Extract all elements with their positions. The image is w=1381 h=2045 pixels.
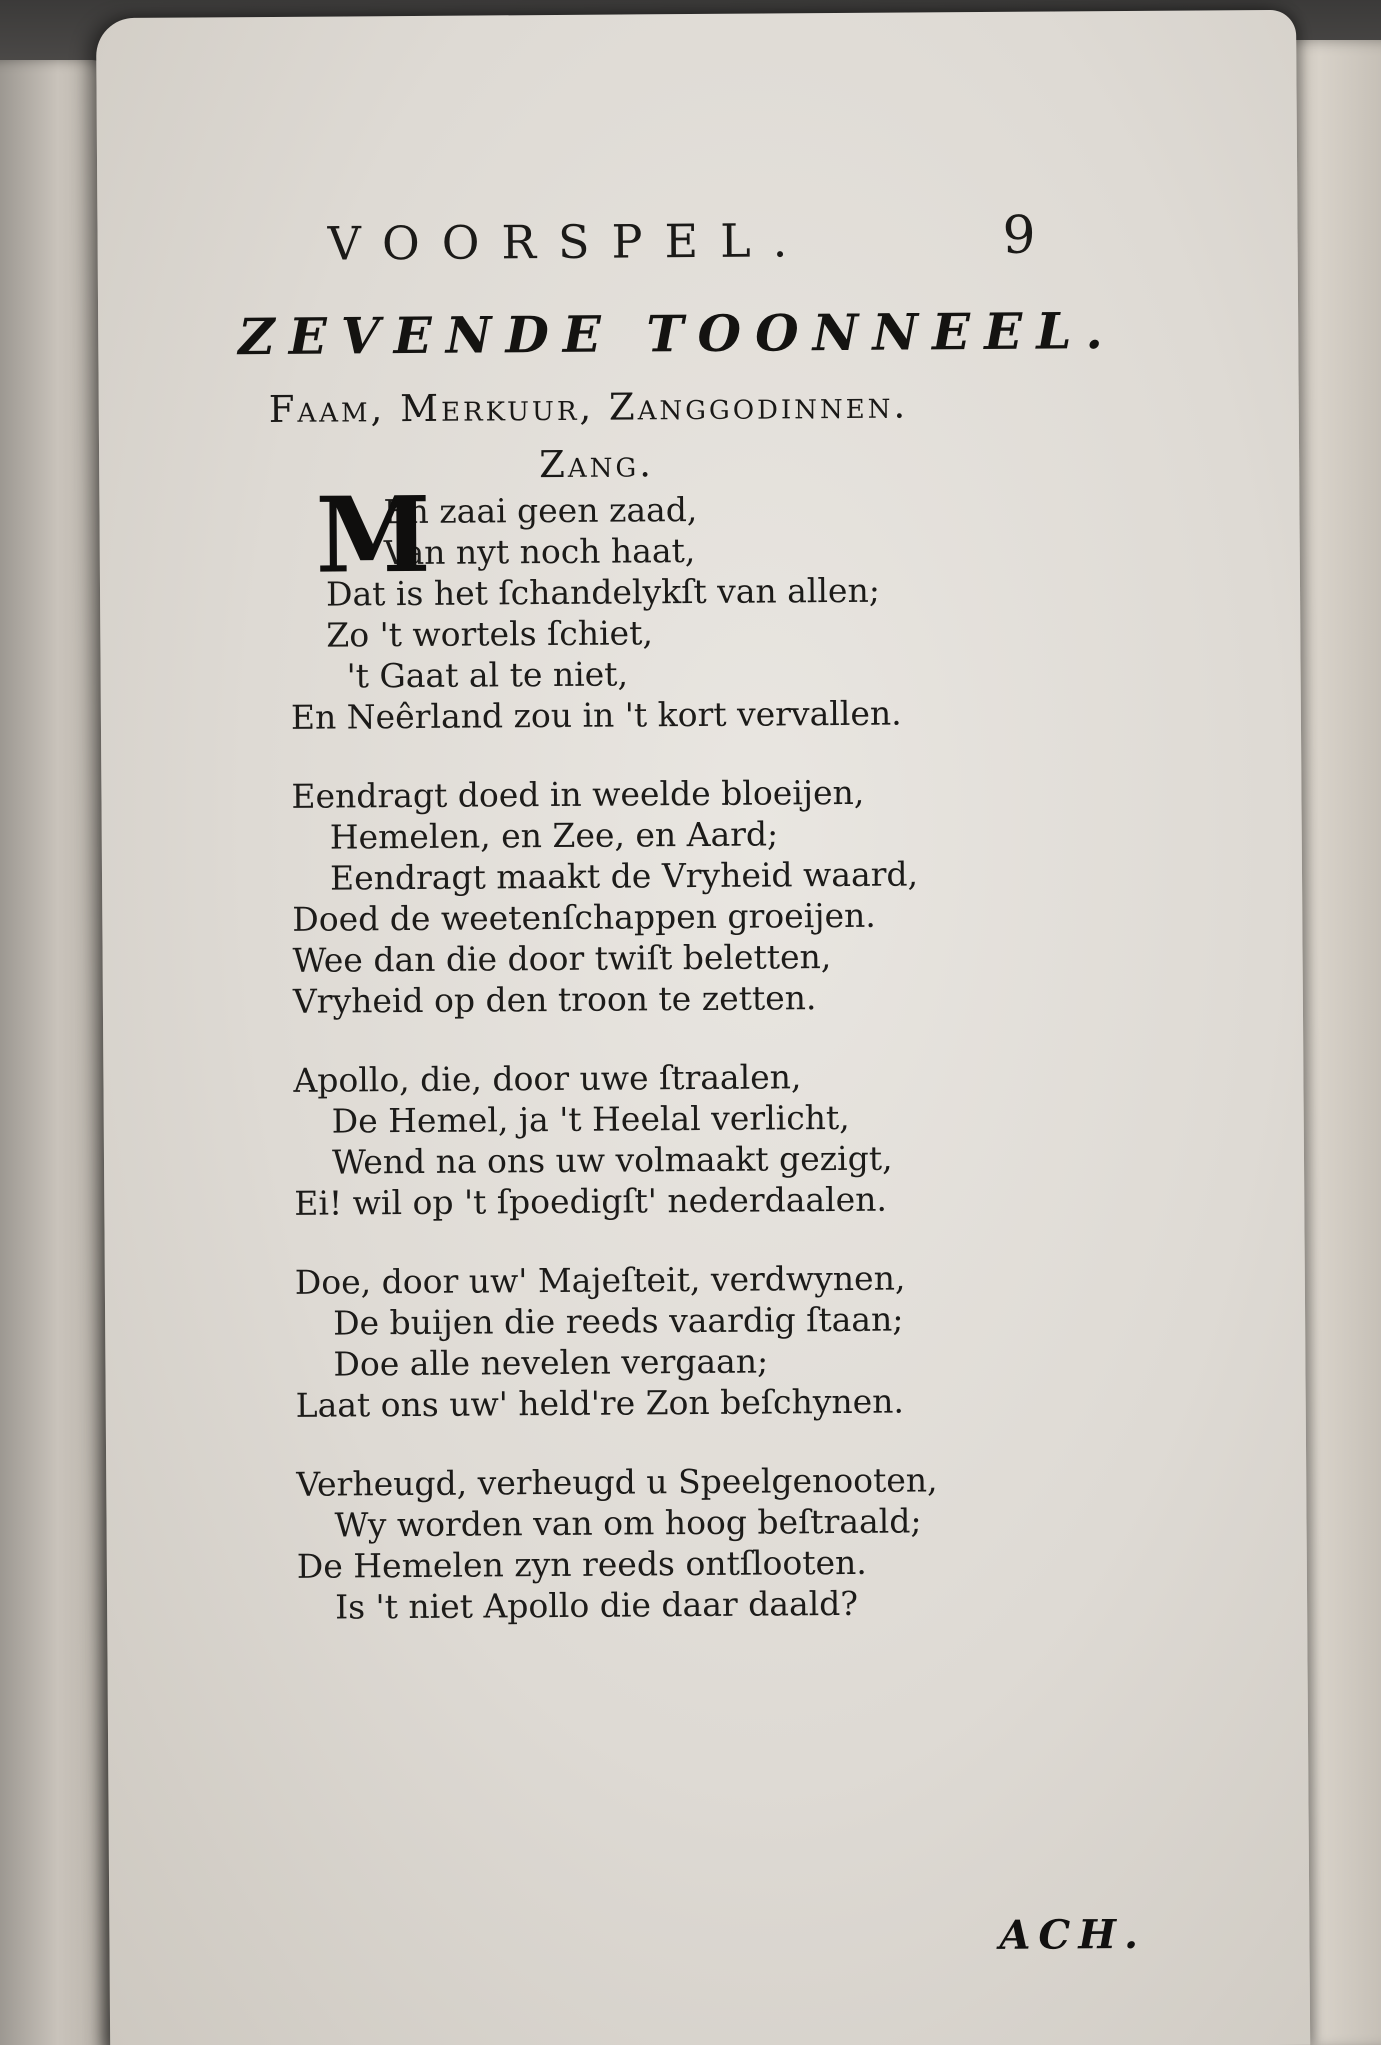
left-page-edge xyxy=(0,60,110,2045)
stanza-1 xyxy=(289,472,1181,738)
verse-line: Ei! wil op 't ſpoedigſt' nederdaalen. xyxy=(294,1179,888,1223)
verse-line: Van nyt noch haat, xyxy=(383,531,696,573)
stanza-2 xyxy=(291,770,1183,1022)
verse-line: Vryheid op den troon te zetten. xyxy=(292,978,817,1021)
verse-line: Laat ons uw' held're Zon beſchynen. xyxy=(295,1381,905,1425)
scene-title: ZEVENDE TOONNEEL. xyxy=(238,301,1118,367)
verse-body xyxy=(249,472,1187,1628)
verse-line: De buijen die reeds vaardig ſtaan; xyxy=(332,1299,904,1343)
verse-line: Eendragt doed in weelde bloeijen, xyxy=(291,772,865,816)
drop-cap: M xyxy=(315,472,432,597)
book-page xyxy=(96,10,1310,2045)
verse-line: De Hemel, ja 't Heelal verlicht, xyxy=(331,1097,850,1141)
running-head-title: VOORSPEL. xyxy=(327,213,810,271)
page-text-block xyxy=(238,205,1187,1959)
stanza-4 xyxy=(295,1256,1186,1426)
verse-line: Apollo, die, door uwe ſtraalen, xyxy=(293,1057,802,1100)
verse-line: Doe, door uw' Majeſteit, verdwynen, xyxy=(294,1258,906,1302)
verse-line: Wy worden van om hoog beſtraald; xyxy=(334,1501,922,1545)
verse-line: Doe alle nevelen vergaan; xyxy=(333,1341,769,1384)
stanza-3 xyxy=(293,1054,1184,1224)
verse-line: Verheugd, verheugd u Speelgenooten, xyxy=(296,1460,938,1504)
verse-line: 't Gaat al te niet, xyxy=(346,654,629,696)
verse-line: Hemelen, en Zee, en Aard; xyxy=(329,814,779,857)
page-number: 9 xyxy=(1002,205,1036,266)
verse-line: Zo 't wortels ſchiet, xyxy=(326,613,654,655)
verse-line: Doed de weetenſchappen groeijen. xyxy=(292,895,876,939)
catchword: ACH. xyxy=(999,1910,1147,1959)
character-list: Faam, Merkuur, Zanggodinnen. xyxy=(268,383,909,431)
verse-line: En zaai geen zaad, xyxy=(383,490,698,532)
verse-line: Wend na ons uw volmaakt gezigt, xyxy=(331,1138,893,1182)
verse-line: En Neêrland zou in 't kort vervallen. xyxy=(290,693,902,737)
song-heading: Zang. xyxy=(538,442,655,487)
stanza-5 xyxy=(296,1458,1187,1628)
verse-line: Is 't niet Apollo die daar daald? xyxy=(334,1583,859,1627)
verse-line: Eendragt maakt de Vryheid waard, xyxy=(329,854,919,898)
verse-line: De Hemelen zyn reeds ontſlooten. xyxy=(296,1542,867,1586)
running-head xyxy=(247,205,1177,277)
verse-line: Wee dan die door twiſt beletten, xyxy=(292,937,832,980)
verse-line: Dat is het ſchandelykſt van allen; xyxy=(325,570,881,614)
